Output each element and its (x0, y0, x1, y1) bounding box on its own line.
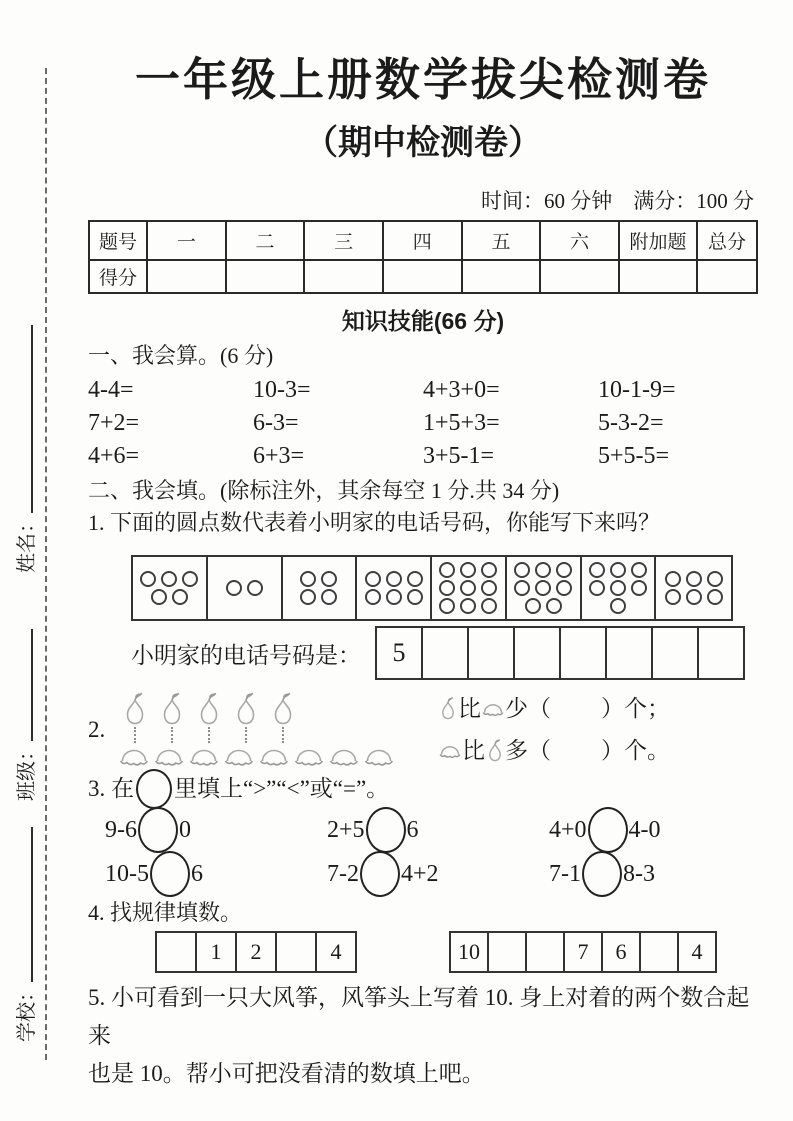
dot-icon (407, 589, 423, 605)
dot-icon (247, 580, 263, 596)
dot-icon (610, 562, 626, 578)
dot-icon (300, 589, 316, 605)
calculation-problem[interactable]: 6+3= (253, 443, 305, 469)
phone-digit-box[interactable] (605, 626, 653, 680)
dot-row (586, 579, 649, 597)
dot-icon (556, 562, 572, 578)
dot-icon (665, 589, 681, 605)
question-3-lead: 3. 在 (88, 776, 134, 801)
pattern-cell[interactable]: 10 (449, 931, 489, 973)
comparison-right-expression: 6 (191, 860, 203, 887)
calculation-problem[interactable]: 10-1-9= (598, 377, 676, 403)
comparison-left-expression: 7-2 (327, 860, 359, 887)
phone-digit-box[interactable] (421, 626, 469, 680)
school-label: 学校： (16, 982, 38, 1042)
pear-icon (486, 738, 504, 763)
comparison-item (327, 809, 549, 851)
dot-icon (707, 589, 723, 605)
comparison-answer-circle[interactable] (582, 851, 622, 897)
dot-row (437, 579, 500, 597)
compare-lines (438, 692, 670, 767)
score-input-cell[interactable] (462, 260, 541, 293)
score-table-header-row (89, 221, 757, 260)
more-answer-blank[interactable] (551, 738, 601, 764)
dots-cell (656, 557, 731, 619)
comparison-item (105, 809, 327, 851)
class-label: 班级： (16, 741, 38, 801)
comparison-grid (105, 809, 758, 895)
calculation-problem[interactable]: 4+6= (88, 443, 140, 469)
school-field (10, 801, 39, 1042)
dot-icon (172, 589, 188, 605)
comparison-item (105, 853, 327, 895)
dot-icon (665, 571, 681, 587)
school-input-line[interactable] (30, 827, 33, 982)
fewer-close-paren: ）个； (601, 695, 670, 721)
dot-row (148, 588, 190, 606)
comparison-left-expression: 4+0 (549, 816, 587, 843)
pear-icon (439, 696, 457, 721)
question-5-line-2: 也是 10。帮小可把没看清的数填上吧。 (88, 1061, 485, 1086)
bun-icon (221, 744, 256, 767)
bun-icon (482, 700, 504, 717)
dot-icon (321, 571, 337, 587)
phone-digit-box[interactable] (513, 626, 561, 680)
pear-icon (153, 692, 190, 726)
page-title: 一年级上册数学拔尖检测卷 (134, 54, 711, 105)
name-field (10, 325, 39, 573)
page-subtitle: （期中检测卷） (304, 124, 542, 162)
comparison-left-expression: 10-5 (105, 860, 149, 887)
score-input-cell[interactable] (147, 260, 226, 293)
calculation-problem[interactable]: 5+5-5= (598, 443, 670, 469)
calculation-problem[interactable]: 1+5+3= (423, 410, 500, 436)
dot-row (437, 597, 500, 615)
name-label: 姓名： (16, 513, 38, 573)
phone-digit-box[interactable] (467, 626, 515, 680)
pear-icon (116, 692, 153, 726)
bun-icon (291, 744, 326, 767)
dots-cell (582, 557, 657, 619)
dots-cell (432, 557, 507, 619)
calculation-problem[interactable]: 7+2= (88, 410, 140, 436)
comparison-left-expression: 9-6 (105, 816, 137, 843)
dot-icon (631, 562, 647, 578)
question-3-heading (88, 769, 758, 809)
connector-row (116, 726, 396, 744)
score-header-cell: 三 (304, 221, 383, 260)
dot-row (662, 588, 725, 606)
comparison-right-expression: 4+2 (401, 860, 439, 887)
calculation-problems (88, 376, 758, 470)
dot-icon (386, 571, 402, 587)
pattern-cell[interactable] (487, 931, 527, 973)
dot-icon (707, 571, 723, 587)
dot-icon (182, 571, 198, 587)
dot-icon (300, 571, 316, 587)
dot-icon (546, 598, 562, 614)
phone-digit-box[interactable] (559, 626, 607, 680)
pattern-strip-right (449, 931, 717, 973)
dot-row (362, 570, 425, 588)
score-header-cell: 四 (383, 221, 462, 260)
dot-row (512, 561, 575, 579)
dot-icon (460, 598, 476, 614)
pair-connector-dotted-line (190, 726, 227, 744)
phone-answer-label: 小明家的电话号码是： (131, 642, 361, 668)
part-one-heading: 一、我会算。(6 分) (88, 343, 274, 368)
pattern-cell[interactable] (639, 931, 679, 973)
dot-icon (514, 562, 530, 578)
calculation-problem[interactable]: 6-3= (253, 410, 299, 436)
pear-row (116, 692, 396, 726)
pear-icon (190, 692, 227, 726)
score-header-cell: 二 (226, 221, 305, 260)
dot-icon (460, 580, 476, 596)
score-input-cell[interactable] (383, 260, 462, 293)
dot-icon (589, 562, 605, 578)
dot-icon (610, 580, 626, 596)
dots-cell (507, 557, 582, 619)
comparison-answer-circle[interactable] (588, 807, 628, 853)
dots-cell (357, 557, 432, 619)
dot-icon (481, 598, 497, 614)
comparison-left-expression: 7-1 (549, 860, 581, 887)
dot-icon (365, 571, 381, 587)
dot-icon (556, 580, 572, 596)
question-3-tail: 里填上“>”“<”或“=”。 (174, 776, 390, 801)
compare-word: 比 (462, 737, 485, 763)
dots-cell (208, 557, 283, 619)
skills-section-heading: 知识技能(66 分) (341, 308, 505, 334)
pattern-cell[interactable]: 7 (563, 931, 603, 973)
dot-icon (481, 580, 497, 596)
calculation-problem[interactable]: 4+3+0= (423, 377, 500, 403)
comparison-answer-circle[interactable] (138, 807, 178, 853)
pattern-cell[interactable]: 2 (235, 931, 277, 973)
dot-row (298, 570, 340, 588)
pattern-cell[interactable] (155, 931, 197, 973)
dot-icon (631, 580, 647, 596)
dot-row (522, 597, 564, 615)
dot-icon (151, 589, 167, 605)
dot-icon (439, 562, 455, 578)
dot-icon (386, 589, 402, 605)
score-header-cell: 六 (540, 221, 619, 260)
dot-row (586, 561, 649, 579)
comparison-right-expression: 6 (406, 816, 419, 843)
dot-row (512, 579, 575, 597)
pair-connector-dotted-line (153, 726, 190, 744)
pear-icon (264, 692, 301, 726)
bun-icon (151, 744, 186, 767)
comparison-answer-circle[interactable] (360, 851, 400, 897)
comparison-answer-circle[interactable] (150, 851, 190, 897)
dot-row (662, 570, 725, 588)
phone-digit-box[interactable]: 5 (375, 626, 423, 680)
dot-icon (610, 598, 626, 614)
fold-dashed-line (45, 68, 47, 1060)
dot-icon (535, 580, 551, 596)
bun-icon (186, 744, 221, 767)
dot-icon (514, 580, 530, 596)
dot-icon (460, 562, 476, 578)
dot-icon (535, 562, 551, 578)
dot-icon (525, 598, 541, 614)
phone-answer-boxes (375, 626, 745, 680)
compare-line-fewer (438, 694, 670, 724)
comparison-right-expression: 8-3 (623, 860, 655, 887)
compare-line-more (438, 736, 670, 766)
pair-connector-dotted-line (227, 726, 264, 744)
pattern-cell[interactable] (525, 931, 565, 973)
example-circle (136, 769, 172, 809)
student-info-margin (10, 142, 39, 1042)
comparison-answer-circle[interactable] (366, 807, 406, 853)
calculation-problem[interactable]: 3+5-1= (423, 443, 495, 469)
score-table-score-row (89, 260, 757, 293)
dot-icon (481, 562, 497, 578)
score-header-cell: 附加题 (619, 221, 697, 260)
score-input-cell[interactable] (304, 260, 383, 293)
comparison-left-expression: 2+5 (327, 816, 365, 843)
dot-icon (161, 571, 177, 587)
calculation-problem[interactable]: 4-4= (88, 377, 134, 403)
score-header-cell: 总分 (697, 221, 757, 260)
dots-cell (283, 557, 358, 619)
dot-icon (365, 589, 381, 605)
bun-icon (361, 744, 396, 767)
phone-digit-box[interactable] (651, 626, 699, 680)
pear-icon (227, 692, 264, 726)
score-input-cell[interactable] (540, 260, 619, 293)
phone-digit-box[interactable] (697, 626, 745, 680)
dot-icon (686, 571, 702, 587)
dot-icon (439, 580, 455, 596)
question-2-figure (116, 692, 396, 767)
pattern-cell[interactable]: 4 (677, 931, 717, 973)
compare-word: 比 (458, 695, 481, 721)
comparison-right-expression: 4-0 (628, 816, 661, 843)
calculation-problem[interactable]: 10-3= (253, 377, 311, 403)
bun-icon (116, 744, 151, 767)
pair-connector-dotted-line (116, 726, 153, 744)
pattern-cell[interactable]: 1 (195, 931, 237, 973)
pattern-strips (88, 931, 758, 973)
dots-grid (131, 555, 733, 621)
comparison-right-expression: 0 (179, 816, 191, 843)
comparison-item (549, 809, 758, 851)
question-1-text: 1. 下面的圆点数代表着小明家的电话号码，你能写下来吗？ (88, 510, 661, 535)
question-5-text (88, 979, 758, 1093)
dot-row (437, 561, 500, 579)
bun-icon (326, 744, 361, 767)
comparison-item (327, 853, 549, 895)
time-score-info: 时间：60 分钟 满分：100 分 (481, 189, 754, 213)
score-row-label: 得分 (89, 260, 147, 293)
dot-icon (439, 598, 455, 614)
score-input-cell[interactable] (697, 260, 757, 293)
dot-icon (140, 571, 156, 587)
dot-row (223, 579, 265, 597)
score-table (88, 220, 758, 294)
score-header-cell: 一 (147, 221, 226, 260)
fewer-open-paren: 少（ (505, 695, 551, 721)
bun-icon (256, 744, 291, 767)
main-content (88, 52, 758, 1093)
score-input-cell[interactable] (226, 260, 305, 293)
name-input-line[interactable] (30, 325, 33, 513)
score-input-cell[interactable] (619, 260, 697, 293)
bun-row (116, 744, 396, 767)
dot-icon (226, 580, 242, 596)
score-header-cell: 题号 (89, 221, 147, 260)
class-input-line[interactable] (30, 629, 33, 741)
dot-icon (686, 589, 702, 605)
pattern-strip-left (155, 931, 357, 973)
pattern-cell[interactable]: 4 (315, 931, 357, 973)
more-close-paren: ）个。 (601, 737, 670, 763)
pair-connector-dotted-line (264, 726, 301, 744)
dot-row (138, 570, 201, 588)
dot-row (607, 597, 628, 615)
question-2-number: 2. (88, 716, 106, 742)
dots-cell (133, 557, 208, 619)
score-header-cell: 五 (462, 221, 541, 260)
dot-icon (321, 589, 337, 605)
question-4-heading: 4. 找规律填数。 (88, 900, 243, 925)
class-field (10, 573, 39, 801)
more-open-paren: 多（ (505, 737, 551, 763)
dot-icon (407, 571, 423, 587)
question-2 (88, 692, 758, 767)
dot-row (362, 588, 425, 606)
pattern-cell[interactable]: 6 (601, 931, 641, 973)
dot-row (298, 588, 340, 606)
part-two-heading: 二、我会填。(除标注外，其余每空 1 分.共 34 分) (88, 478, 560, 503)
dot-icon (589, 580, 605, 596)
comparison-item (549, 853, 758, 895)
pattern-cell[interactable] (275, 931, 317, 973)
question-5-line-1: 5. 小可看到一只大风筝，风筝头上写着 10. 身上对着的两个数合起来 (88, 985, 750, 1048)
bun-icon (439, 742, 461, 759)
calculation-problem[interactable]: 5-3-2= (598, 410, 664, 436)
phone-answer-row (131, 626, 758, 680)
fewer-answer-blank[interactable] (551, 696, 601, 722)
